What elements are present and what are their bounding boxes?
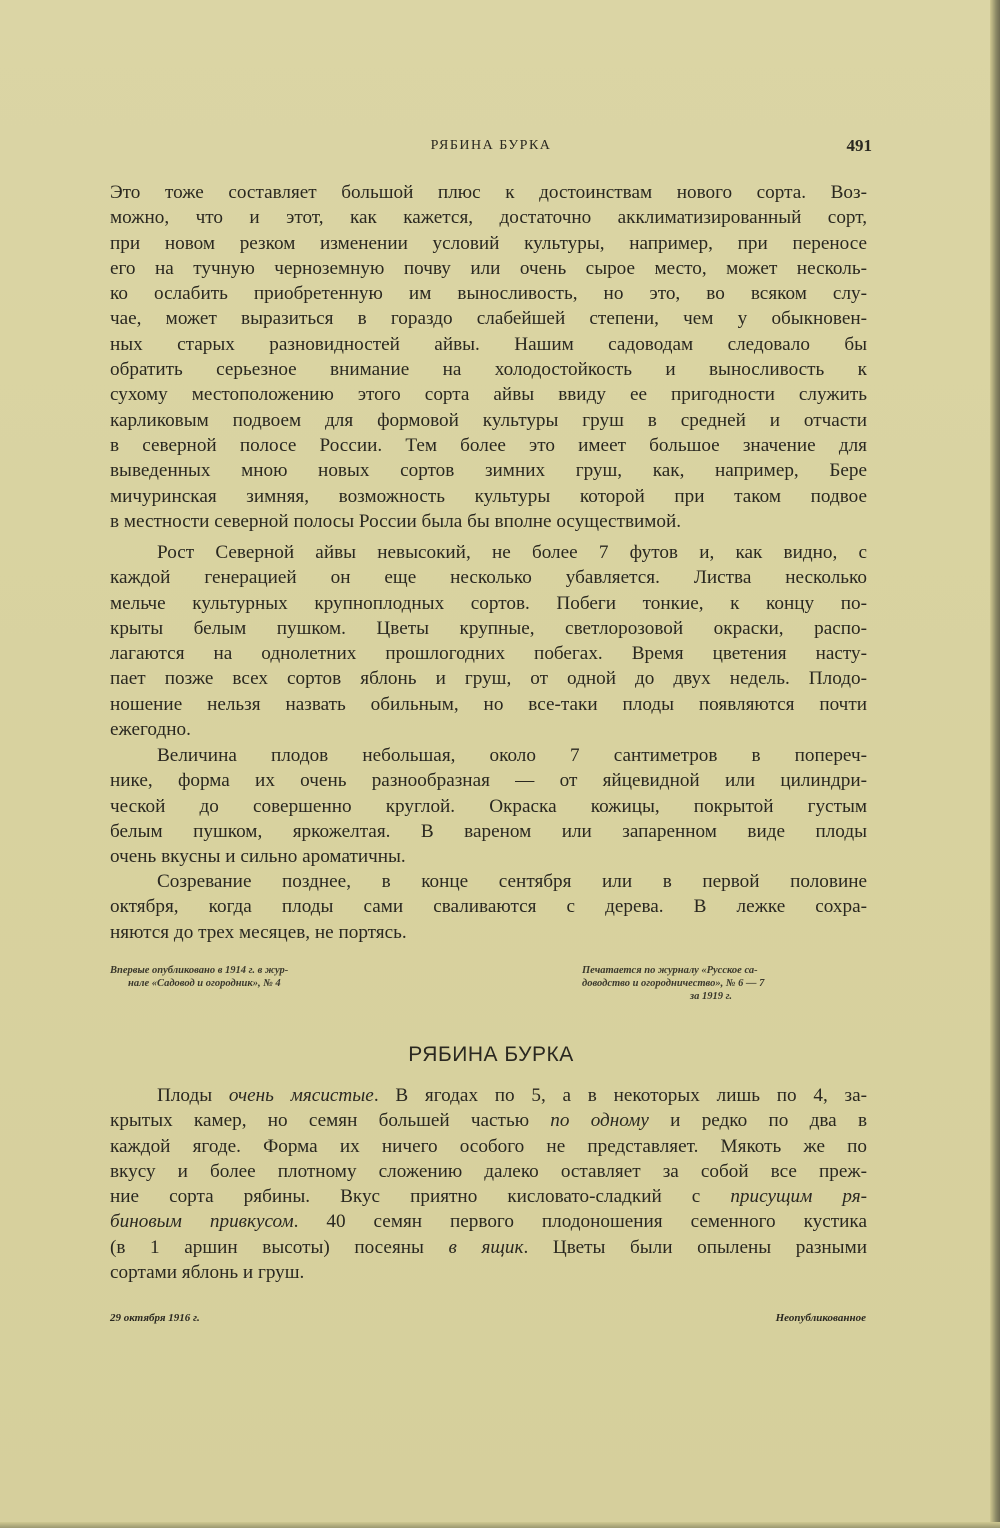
emphasis: по одному [550, 1110, 649, 1132]
note-line: Печатается по журналу «Русское са- [582, 965, 758, 976]
page-number: 491 [846, 136, 872, 155]
text-line [110, 1186, 867, 1207]
text-line: вкусу и более плотному сложению далеко оставляет за собой все преж- [110, 1160, 867, 1182]
running-head [110, 136, 872, 158]
text-line: ческой до совершенно круглой. Окраска кожицы, покрытой густым [110, 795, 867, 817]
text-line: ежегодно. [110, 719, 191, 741]
text-run: . 40 семян первого плодоношения семенного кустика [293, 1211, 867, 1233]
note-line: нале «Садовод и огородник», № 4 [128, 978, 281, 989]
emphasis: очень мясистые [228, 1085, 374, 1106]
text-run: и редко по два в [648, 1110, 867, 1132]
text-line: его на тучную черноземную почву или очень сырое место, может несколь- [110, 257, 867, 279]
text-run: . Цветы были опылены разными [523, 1236, 867, 1258]
text-line: обратить серьезное внимание на холодостойкость и выносливость к [110, 359, 867, 381]
article-1-body [110, 180, 867, 534]
footer-date: 29 октября 1916 г. [110, 1312, 200, 1324]
text-run: Плоды [157, 1085, 229, 1106]
text-line: мельче культурных крупноплодных сортов. Побеги тонкие, к концу по- [110, 592, 867, 614]
text-line: Величина плодов небольшая, около 7 сантиметров в попереч- [157, 745, 867, 766]
text-line: няются до трех месяцев, не портясь. [110, 921, 407, 943]
text-line: пает позже всех сортов яблонь и груш, от одной до двух недель. Плодо- [110, 668, 867, 690]
text-run: крытых камер, но семян большей частью [110, 1110, 551, 1132]
text-line: крыты белым пушком. Цветы крупные, светлорозовой окраски, распо- [110, 617, 867, 639]
emphasis: присущим ря- [730, 1186, 867, 1208]
text-line [157, 1085, 867, 1106]
publication-note [110, 964, 400, 990]
page-edge-bottom [0, 1522, 1000, 1528]
text-line: чае, может выразиться в гораздо слабейшей степени, чем у обыкновен- [110, 308, 867, 330]
article-2-body [110, 1083, 867, 1285]
text-line: Созревание позднее, в конце сентября или в первой половине [157, 871, 867, 892]
note-line: за 1919 г. [690, 991, 732, 1002]
footer-status: Неопубликованное [775, 1312, 866, 1324]
text-line: при новом резком изменении условий культуры, например, при переносе [110, 232, 867, 254]
text-line: нике, форма их очень разнообразная — от яйцевидной или цилиндри- [110, 770, 867, 792]
text-line: карликовым подвоем для формовой культуры груш в средней и отчасти [110, 409, 867, 431]
paragraph-1 [110, 180, 867, 534]
text-line: белым пушком, яркожелтая. В вареном или запаренном виде плоды [110, 820, 867, 842]
text-line: лагаются на однолетних прошлогодних побегах. Время цветения насту- [110, 643, 867, 665]
page-edge-shadow [990, 0, 1000, 1528]
emphasis: в ящик [448, 1236, 524, 1258]
text-line: каждой ягоде. Форма их ничего особого не представляет. Мякоть же по [110, 1135, 867, 1157]
text-line: в местности северной полосы России была бы вполне осуществимой. [110, 510, 682, 532]
text-line: октября, когда плоды сами сваливаются с дерева. В лежке сохра- [110, 896, 867, 918]
article-1-fruit [110, 743, 867, 869]
note-line: Впервые опубликовано в 1914 г. в жур- [110, 965, 289, 976]
text-line: сухому местоположению этого сорта айвы ввиду ее пригодности служить [110, 384, 867, 406]
note-line: доводство и огородничество», № 6 — 7 [582, 978, 765, 989]
text-line [110, 1110, 867, 1131]
text-run: ние сорта рябины. Вкус приятно кисловато-сладкий с [110, 1186, 731, 1208]
emphasis: биновым привкусом [110, 1211, 294, 1233]
text-line: можно, что и этот, как кажется, достаточно акклиматизированный сорт, [110, 207, 867, 229]
source-note [582, 964, 867, 1003]
paragraph-2 [110, 540, 867, 742]
running-title: РЯБИНА БУРКА [430, 138, 552, 153]
article-1-ripening [110, 869, 867, 945]
paragraph-4 [110, 869, 867, 945]
text-line: Рост Северной айвы невысокий, не более 7 футов и, как видно, с [157, 542, 867, 563]
article-1-growth [110, 540, 867, 742]
text-line: ко ослабить приобретенную им выносливость, но это, во всяком слу- [110, 283, 867, 305]
text-line [110, 1237, 867, 1258]
text-line: каждой генерацией он еще несколько убавляется. Листва несколько [110, 567, 867, 589]
paragraph-3 [110, 743, 867, 869]
text-line: Это тоже составляет большой плюс к достоинствам нового сорта. Воз- [110, 182, 867, 203]
text-line: выведенных мною новых сортов зимних груш, как, например, Бере [110, 460, 867, 482]
text-line: ных старых разновидностей айвы. Нашим садоводам следовало бы [110, 333, 867, 355]
paragraph-5 [110, 1083, 867, 1285]
text-line: ношение нельзя назвать обильным, но все-таки плоды появляются почти [110, 693, 867, 715]
text-line: в северной полосе России. Тем более это имеет большое значение для [110, 434, 867, 456]
text-run: (в 1 аршин высоты) посеяны [110, 1236, 449, 1258]
text-run: . В ягодах по 5, а в некоторых лишь по 4, за- [373, 1085, 867, 1106]
text-line: очень вкусны и сильно ароматичны. [110, 846, 406, 868]
section-title: РЯБИНА БУРКА [408, 1043, 574, 1066]
text-line [110, 1211, 867, 1232]
text-line: сортами яблонь и груш. [110, 1262, 305, 1284]
text-line: мичуринская зимняя, возможность культуры которой при таком подвое [110, 485, 867, 507]
